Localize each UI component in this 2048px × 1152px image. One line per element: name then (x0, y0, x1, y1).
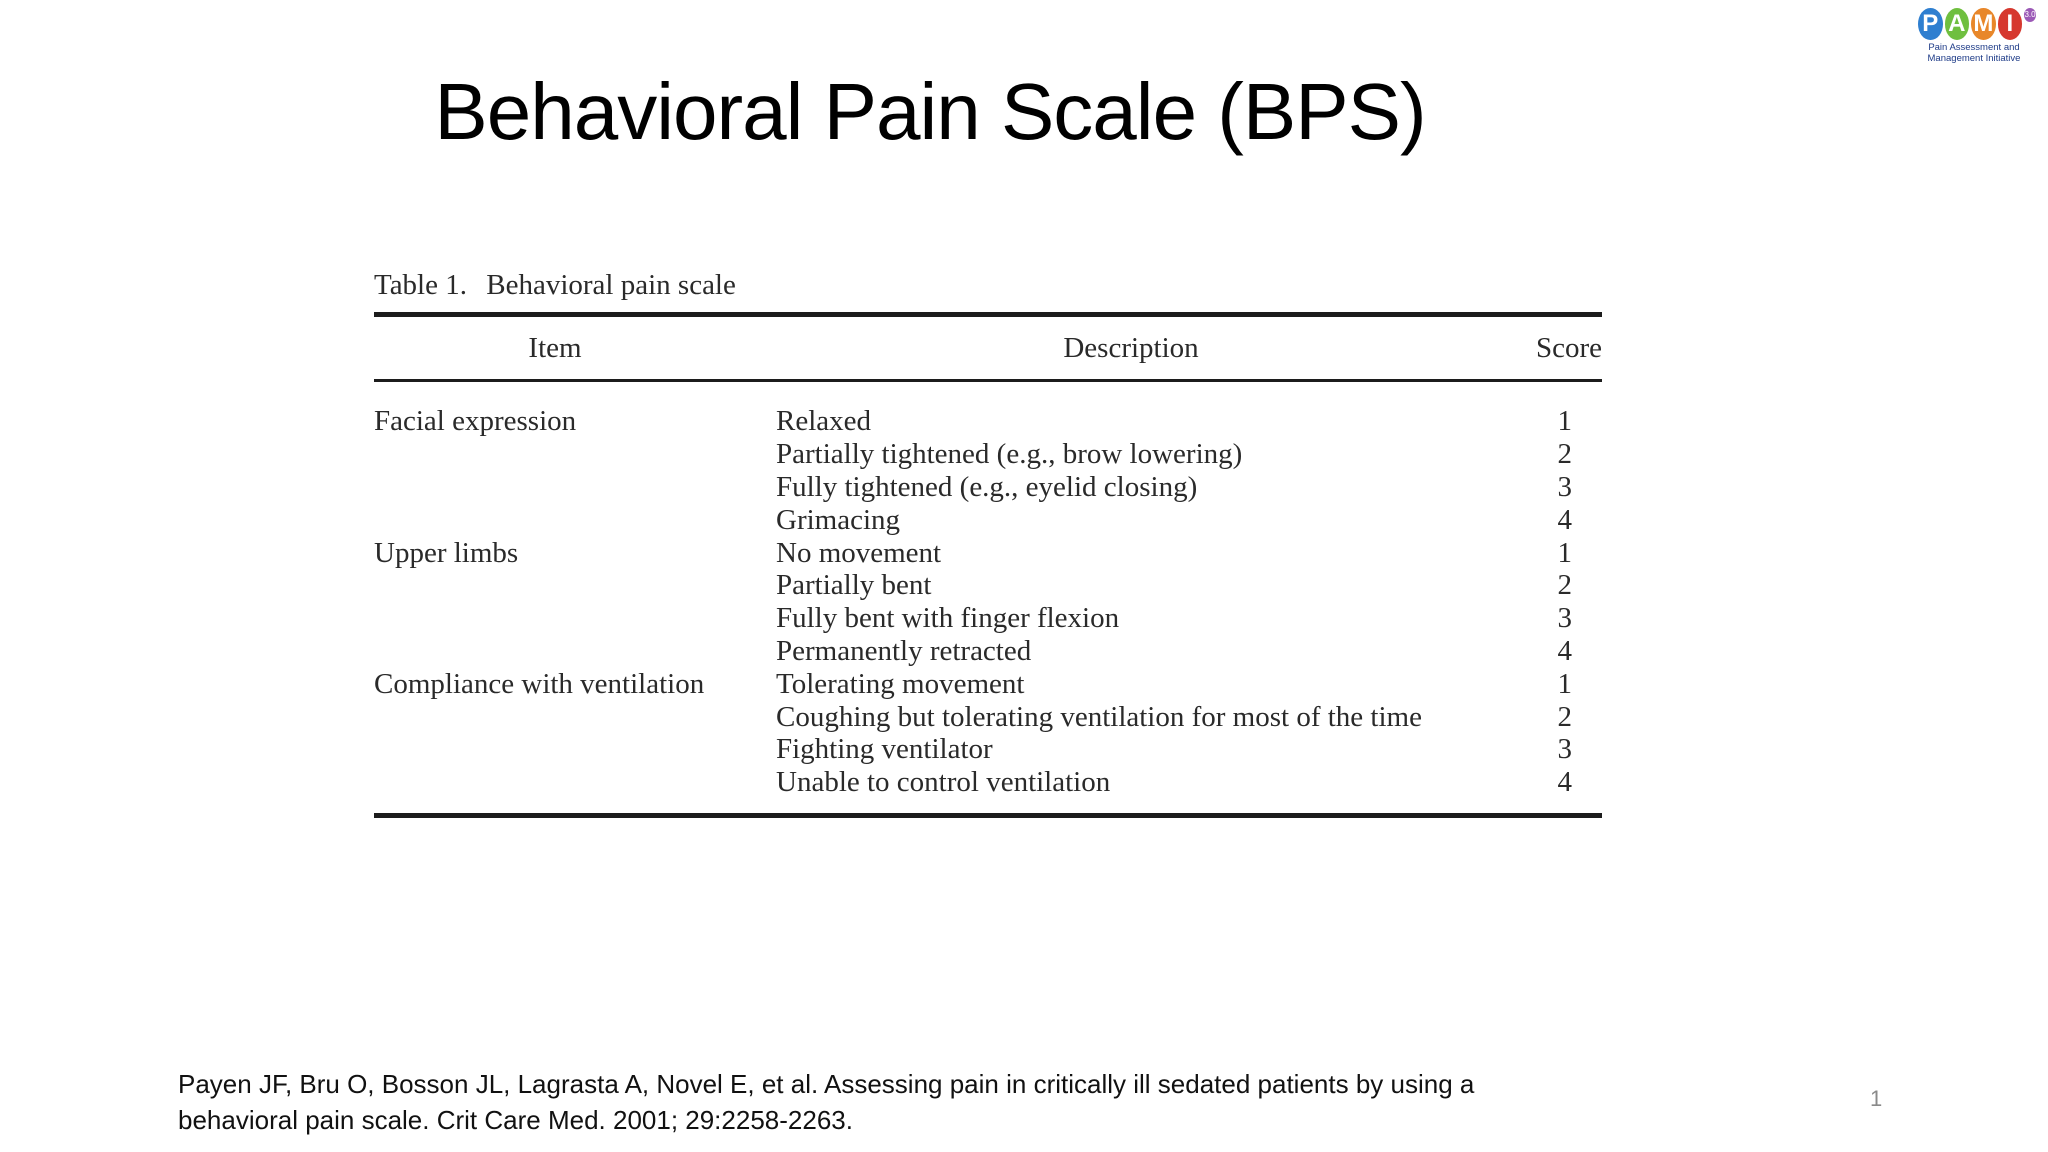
row-score: 4 (1557, 503, 1572, 536)
row-description: No movement (776, 536, 942, 569)
logo-letter-a: A (1945, 8, 1970, 40)
row-description: Fully bent with finger flexion (776, 602, 1120, 635)
logo-tagline-line1: Pain Assessment and (1928, 42, 2020, 53)
pami-logo (1918, 8, 2036, 78)
table-row (374, 668, 1602, 701)
logo-tagline-line2: Management Initiative (1927, 53, 2021, 64)
table-row (374, 471, 1602, 504)
bps-table (374, 262, 1602, 818)
row-score: 2 (1557, 569, 1572, 602)
header-description: Description (1063, 331, 1199, 364)
table-caption-text: Behavioral pain scale (486, 269, 736, 301)
row-item: Compliance with ventilation (374, 667, 705, 700)
table-row (374, 406, 1602, 439)
slide-number: 1 (1870, 1086, 1883, 1111)
table-caption (374, 262, 1602, 312)
row-score: 4 (1557, 766, 1572, 799)
row-score: 3 (1557, 733, 1572, 766)
slide-title: Behavioral Pain Scale (BPS) (434, 67, 1426, 156)
row-description: Grimacing (776, 503, 901, 536)
logo-letter-m: M (1971, 8, 1996, 40)
row-description: Permanently retracted (776, 634, 1032, 667)
row-description: Unable to control ventilation (776, 766, 1111, 799)
logo-version-badge: 3.0 (2024, 8, 2036, 22)
row-description: Partially tightened (e.g., brow lowering) (776, 438, 1243, 471)
row-score: 2 (1557, 438, 1572, 471)
row-score: 1 (1557, 405, 1572, 438)
table-row (374, 569, 1602, 602)
table-row (374, 733, 1602, 766)
row-description: Relaxed (776, 405, 872, 438)
citation-line-2: behavioral pain scale. Crit Care Med. 2001; 29:2258-2263. (178, 1105, 853, 1135)
row-item: Upper limbs (374, 536, 519, 569)
row-description: Tolerating movement (776, 667, 1025, 700)
table-row (374, 537, 1602, 570)
logo-letters (1918, 8, 2036, 40)
header-item: Item (528, 331, 582, 364)
row-score: 4 (1557, 634, 1572, 667)
logo-tagline (1918, 42, 2030, 64)
table-bottom-rule (374, 813, 1602, 818)
row-score: 2 (1557, 700, 1572, 733)
row-description: Partially bent (776, 569, 932, 602)
citation-footnote (178, 1066, 1578, 1138)
logo-letter-i: I (1998, 8, 2023, 40)
row-score: 1 (1557, 536, 1572, 569)
row-score: 3 (1557, 602, 1572, 635)
logo-letter-p: P (1918, 8, 1943, 40)
citation-line-1: Payen JF, Bru O, Bosson JL, Lagrasta A, Novel E, et al. Assessing pain in critically ill sedated patients by using a (178, 1069, 1475, 1099)
row-score: 3 (1557, 471, 1572, 503)
table-body (374, 382, 1602, 814)
table-row (374, 766, 1602, 799)
table-caption-label: Table 1. (374, 269, 467, 301)
table-row (374, 635, 1602, 668)
table-row (374, 504, 1602, 537)
row-score: 1 (1557, 667, 1572, 700)
table-header-row (374, 317, 1602, 379)
row-description: Fighting ventilator (776, 733, 993, 766)
table-row (374, 701, 1602, 734)
row-description: Coughing but tolerating ventilation for most of the time (776, 700, 1422, 733)
row-description: Fully tightened (e.g., eyelid closing) (776, 471, 1198, 503)
header-score: Score (1535, 331, 1602, 364)
table-row (374, 602, 1602, 635)
table-row (374, 438, 1602, 471)
row-item: Facial expression (374, 405, 577, 438)
